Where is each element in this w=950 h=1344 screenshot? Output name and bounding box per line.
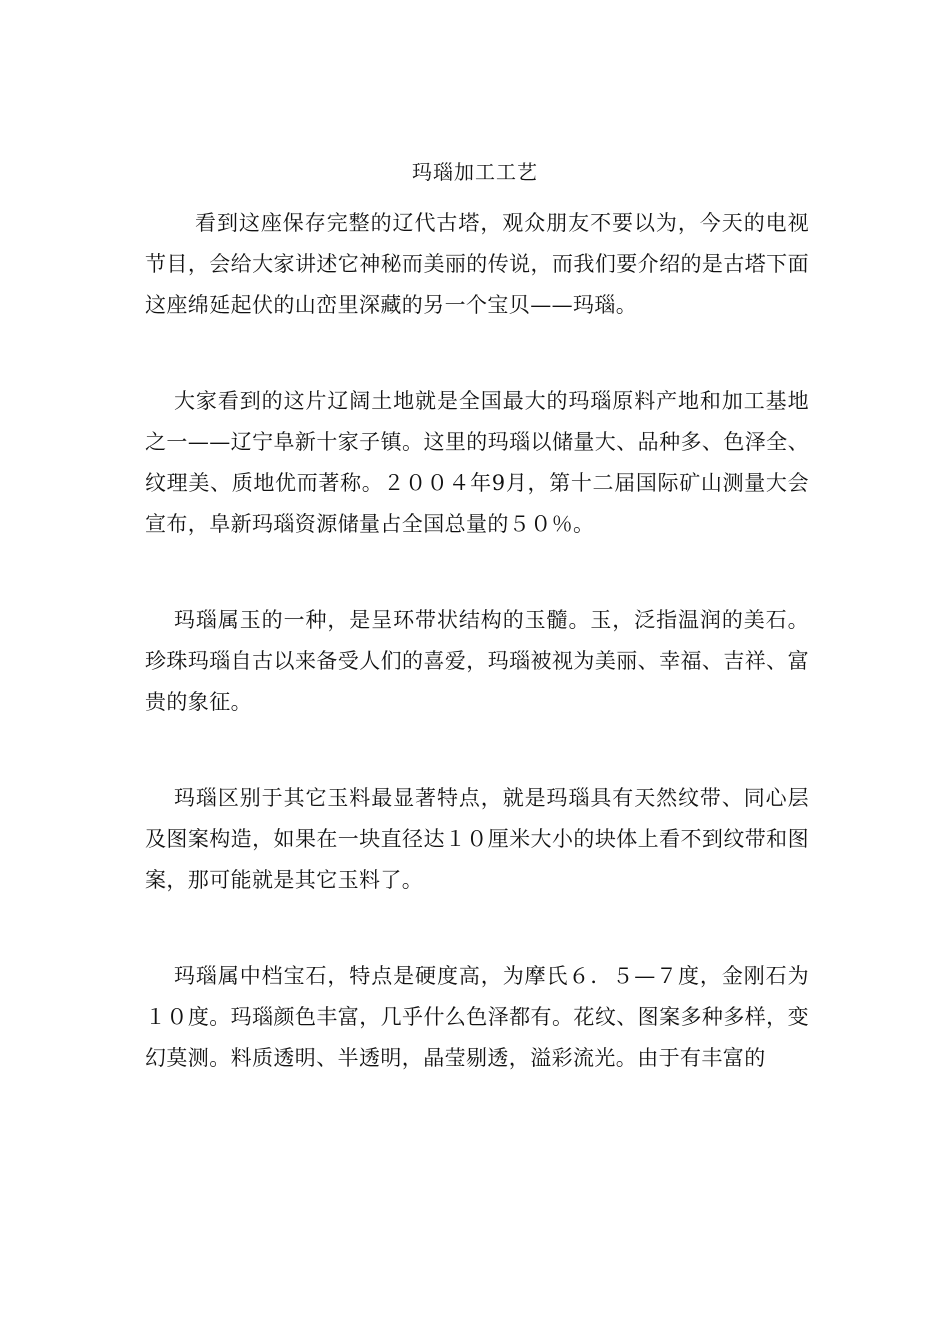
paragraph-4: 玛瑙区别于其它玉料最显著特点，就是玛瑙具有天然纹带、同心层及图案构造，如果在一块直径达１０厘米大小的块体上看不到纹带和图案，那可能就是其它玉料了。 bbox=[145, 786, 809, 892]
paragraph-5: 玛瑙属中档宝石，特点是硬度高，为摩氏６．５—７度，金刚石为１０度。玛瑙颜色丰富，几乎什么色泽都有。花纹、图案多种多样，变幻莫测。料质透明、半透明，晶莹剔透，溢彩流光。由于有丰富的 bbox=[145, 964, 809, 1070]
paragraph-3: 玛瑙属玉的一种，是呈环带状结构的玉髓。玉，泛指温润的美石。珍珠玛瑙自古以来备受人们的喜爱，玛瑙被视为美丽、幸福、吉祥、富贵的象征。 bbox=[145, 608, 809, 714]
paragraph-2: 大家看到的这片辽阔土地就是全国最大的玛瑙原料产地和加工基地之一——辽宁阜新十家子镇。这里的玛瑙以储量大、品种多、色泽全、纹理美、质地优而著称。２００４年9月，第十二届国际矿山测量大会宣布，阜新玛瑙资源储量占全国总量的５０％。 bbox=[145, 389, 809, 536]
paragraph-1: 看到这座保存完整的辽代古塔，观众朋友不要以为，今天的电视节目，会给大家讲述它神秘而美丽的传说，而我们要介绍的是古塔下面这座绵延起伏的山峦里深藏的另一个宝贝——玛瑙。 bbox=[145, 211, 809, 317]
document-title: 玛瑙加工工艺 bbox=[412, 160, 538, 184]
document-body bbox=[145, 203, 809, 1134]
